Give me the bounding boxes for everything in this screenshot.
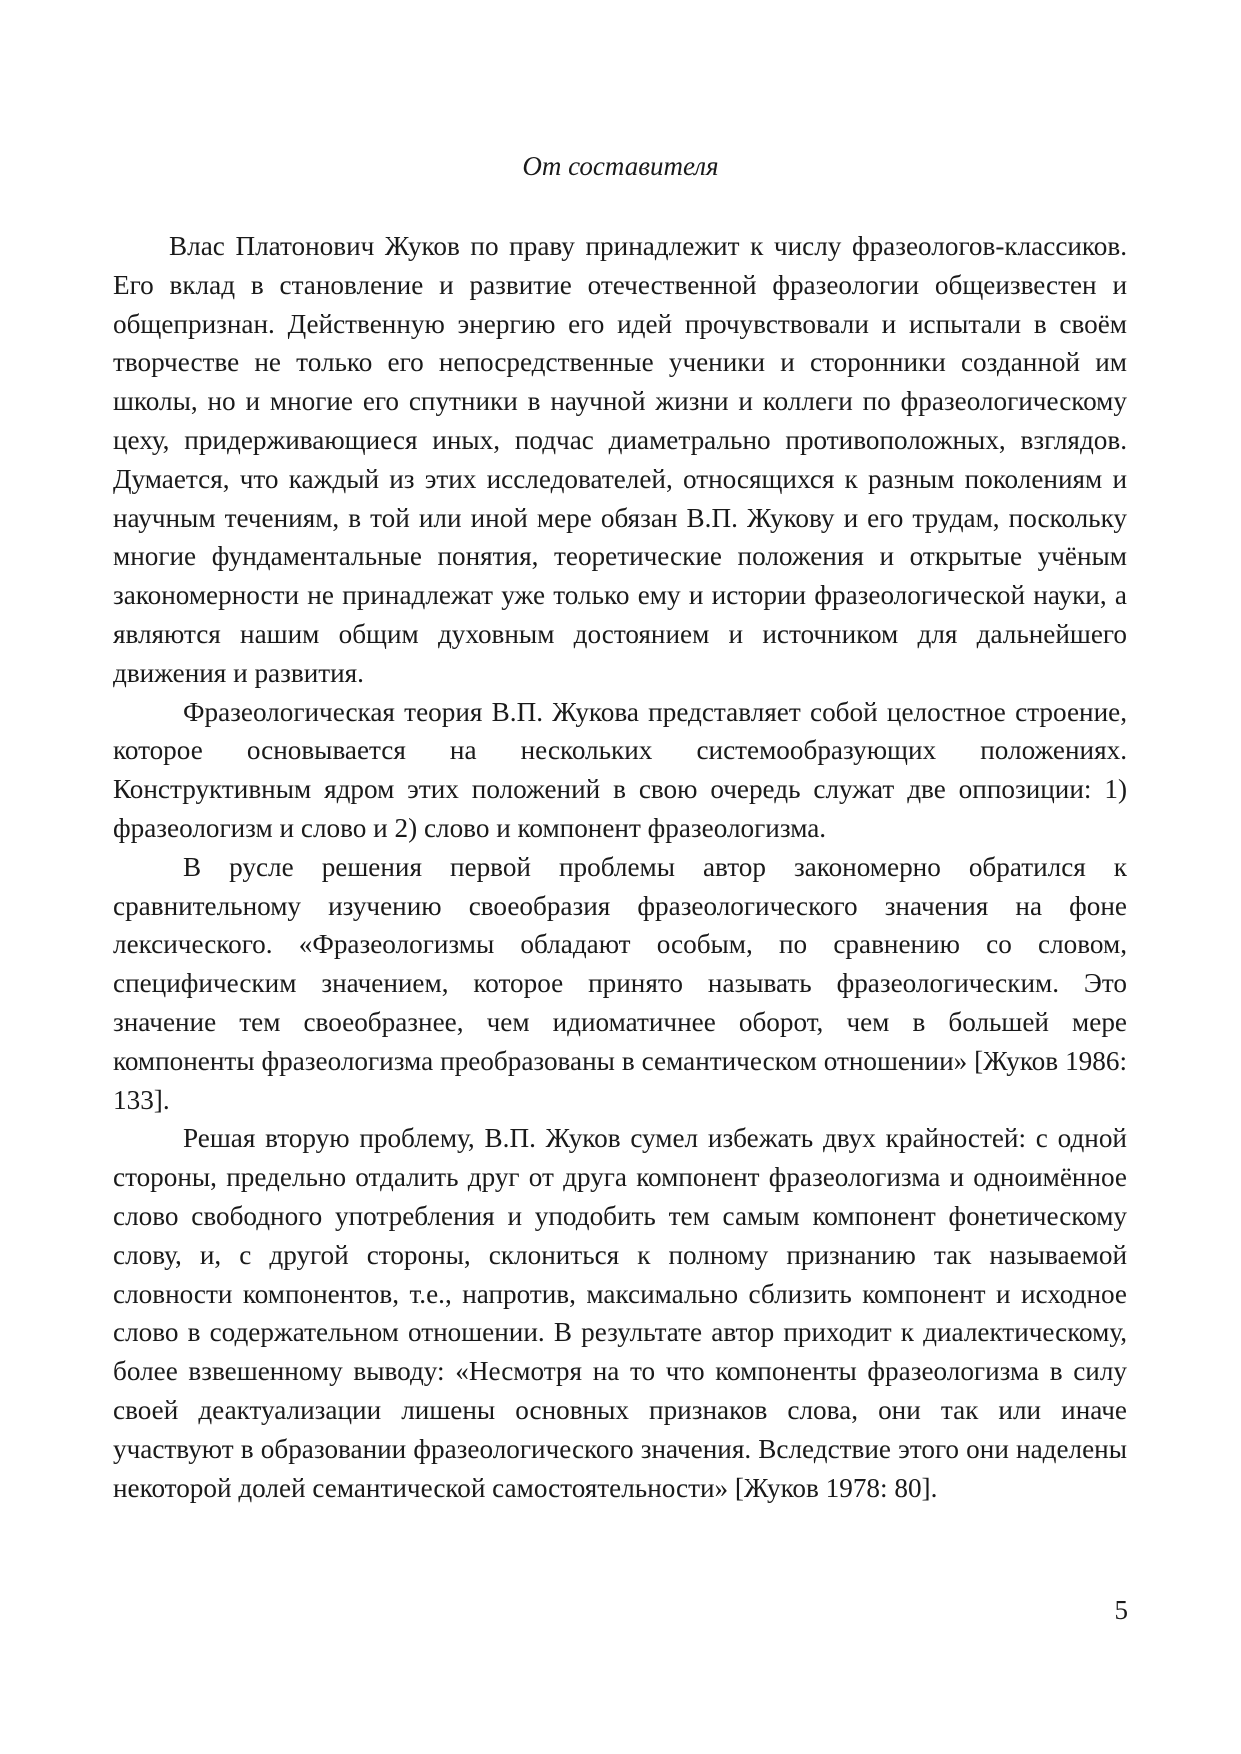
body-text	[113, 227, 1127, 1507]
page-number: 5	[1114, 1595, 1128, 1625]
paragraph-2: Фразеологическая теория В.П. Жукова представляет собой целостное строение, которое основывается на нескольких системообразующих положениях. Конструктивным ядром этих положений в свою очередь служат две оппозиции: 1) фразеологизм и слово и 2) слово и компонент фразеологизма.	[113, 696, 1127, 843]
paragraph-3: В русле решения первой проблемы автор закономерно обратился к сравнительному изучению своеобразия фразеологического значения на фоне лексического. «Фразеологизмы обладают особым, по сравнению со словом, специфическим значением, которое принято называть фразеологическим. Это значение тем своеобразнее, чем идиоматичнее оборот, чем в большей мере компоненты фразеологизма преобразованы в семантическом отношении» [Жуков 1986: 133].	[113, 851, 1127, 1115]
section-heading: От составителя	[522, 151, 719, 181]
paragraph-4: Решая вторую проблему, В.П. Жуков сумел избежать двух крайностей: с одной стороны, предельно отдалить друг от друга компонент фразеологизма и одноимённое слово свободного употребления и уподобить тем самым компонент фонетическому слову, и, с другой стороны, склониться к полному признанию так называемой словности компонентов, т.е., напротив, максимально сблизить компонент и исходное слово в содержательном отношении. В результате автор приходит к диалектическому, более взвешенному выводу: «Несмотря на то что компоненты фразеологизма в силу своей деактуализации лишены основных признаков слова, они так или иначе участвуют в образовании фразеологического значения. Вследствие этого они наделены некоторой долей семантической самостоятельности» [Жуков 1978: 80].	[113, 1123, 1127, 1503]
paragraph-1: Влас Платонович Жуков по праву принадлежит к числу фразеологов-классиков. Его вклад в становление и развитие отечественной фразеологии общеизвестен и общепризнан. Действенную энергию его идей прочувствовали и испытали в своём творчестве не только его непосредственные ученики и сторонники созданной им школы, но и многие его спутники в научной жизни и коллеги по фразеологическому цеху, придерживающиеся иных, подчас диаметрально противоположных, взглядов. Думается, что каждый из этих исследователей, относящихся к разным поколениям и научным течениям, в той или иной мере обязан В.П. Жукову и его трудам, поскольку многие фундаментальные понятия, теоретические положения и открытые учёным закономерности не принадлежат уже только ему и истории фразеологической науки, а являются нашим общим духовным достоянием и источником для дальнейшего движения и развития.	[113, 231, 1127, 688]
